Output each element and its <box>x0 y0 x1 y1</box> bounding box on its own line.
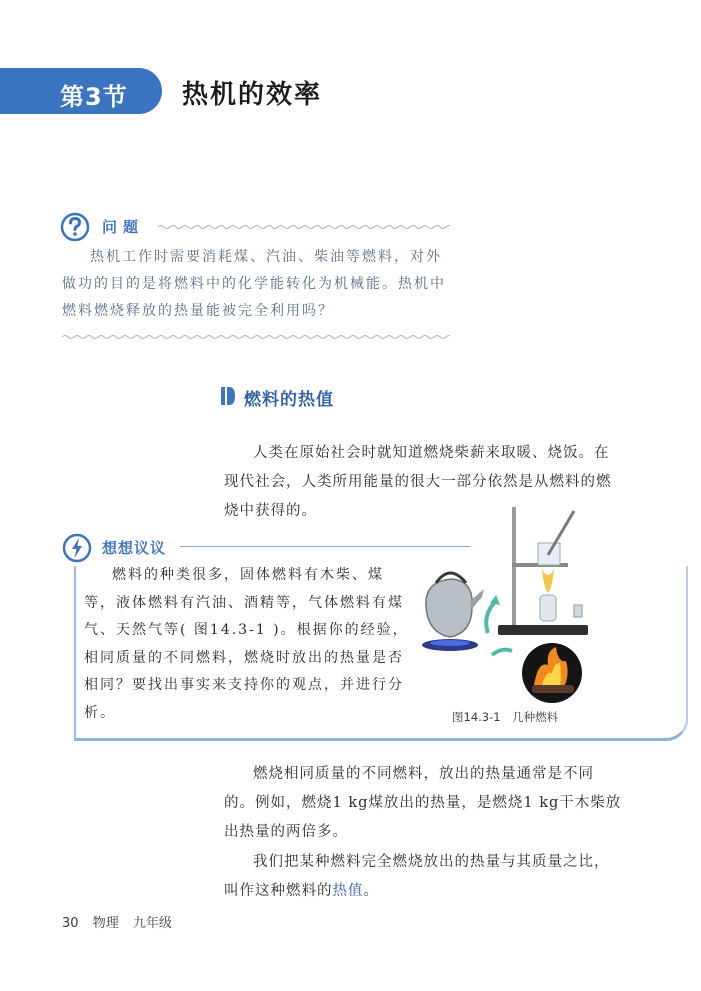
page-title: 热机的效率 <box>182 80 323 110</box>
problem-label: 问题 <box>102 218 145 236</box>
burning-coal-image <box>522 643 582 703</box>
paragraph-definition-text <box>224 848 622 906</box>
discussion-paragraph: 燃料的种类很多，固体燃料有木柴、煤等，液体燃料有汽油、酒精等，气体燃料有煤气、天然气等( 图14.3-1 )。根据你的经验，相同质量的不同燃料，燃烧时放出的热量是否相同？要找出事实来支持你的观点，并进行分析。 <box>84 567 409 721</box>
wavy-divider <box>158 224 450 230</box>
section-number: 第3节 <box>60 83 128 111</box>
heading-marker-icon <box>221 387 235 405</box>
wavy-divider-bottom <box>62 334 450 340</box>
kettle-on-stove-image <box>422 573 484 651</box>
grade-name: 九年级 <box>132 916 172 931</box>
problem-paragraph: 热机工作时需要消耗煤、汽油、柴油等燃料，对外做功的目的是将燃料中的化学能转化为机械能。热机中燃料燃烧释放的热量能被完全利用吗？ <box>62 249 446 319</box>
paragraph-comparison <box>224 760 622 847</box>
discussion-text <box>84 562 414 727</box>
figure-caption: 图14.3-1 几种燃料 <box>452 710 559 724</box>
keyword-heat-value: 热值 <box>332 883 364 899</box>
definition-text: 我们把某种燃料完全燃烧放出的热量与其质量之比，叫作这种燃料的 <box>224 854 610 899</box>
definition-end: 。 <box>363 883 379 899</box>
section-tab <box>0 68 162 114</box>
paragraph-comparison-text: 燃烧相同质量的不同燃料，放出的热量通常是不同的。例如，燃烧1 kg煤放出的热量，是燃烧1 kg干木柴放出热量的两倍多。 <box>224 766 622 840</box>
lightning-icon <box>62 533 92 563</box>
problem-text <box>62 244 452 325</box>
question-icon <box>60 212 90 242</box>
page-number: 30 <box>62 916 79 931</box>
paragraph-intro-text: 人类在原始社会时就知道燃烧柴薪来取暖、烧饭。在现代社会，人类所用能量的很大一部分依然是从燃料的燃烧中获得的。 <box>224 445 612 519</box>
discussion-label: 想想议议 <box>102 539 167 557</box>
paragraph-definition <box>224 848 622 906</box>
page-footer <box>62 912 182 931</box>
subject-name: 物理 <box>92 916 119 931</box>
fuels-figure <box>412 505 608 705</box>
section-heading: 燃料的热值 <box>244 390 334 410</box>
alcohol-burner-stand-image <box>498 507 588 635</box>
